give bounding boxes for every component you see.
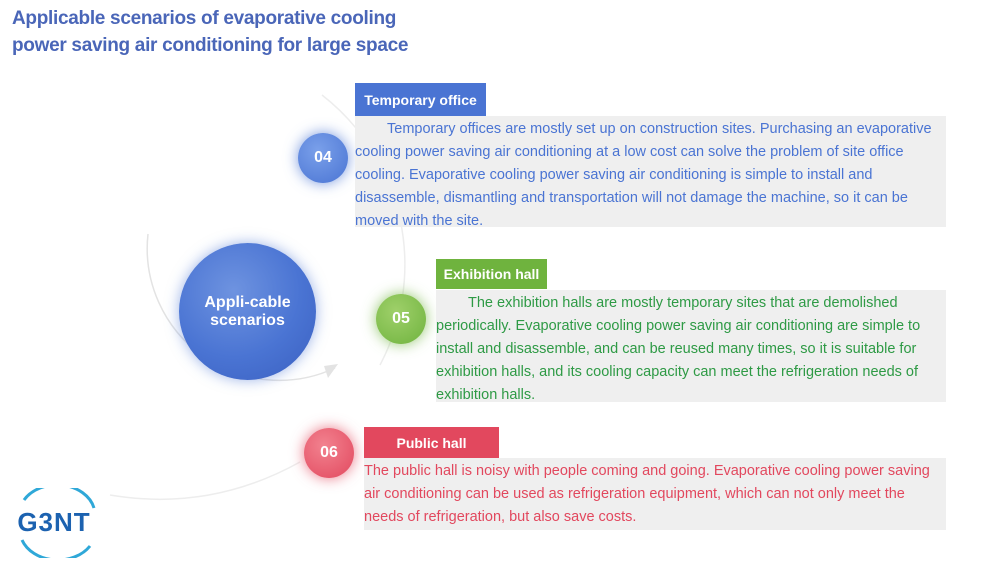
page-title: Applicable scenarios of evaporative cooling power saving air conditioning for large space [12, 8, 409, 56]
label-exhibition-hall: Exhibition hall [436, 259, 547, 289]
center-circle [179, 243, 316, 380]
description-exhibition-hall: The exhibition halls are mostly temporary sites that are demolished periodically. Evaporative cooling power saving air conditioning are simple to install and disassemble, and can be reused many times, so it is suitable for exhibition halls, and its cooling capacity can meet the refrigeration needs of exhibition halls. [436, 290, 946, 402]
badge-04: 04 [298, 133, 348, 183]
logo [2, 488, 112, 558]
description-public-hall: The public hall is noisy with people coming and going. Evaporative cooling power saving air conditioning can be used as refrigeration equipment, which can not only meet the needs of refrigeration, but also save costs. [364, 458, 946, 530]
badge-06: 06 [304, 428, 354, 478]
center-label: Appli-cable scenarios [204, 293, 291, 329]
description-temporary-office: Temporary offices are mostly set up on construction sites. Purchasing an evaporative cooling power saving air conditioning at a low cost can solve the problem of site office cooling. Evaporative cooling power saving air conditioning is simple to install and disassemble, dismantling and transportation will not damage the machine, so it can be moved with the site. [355, 116, 946, 227]
label-public-hall: Public hall [364, 427, 499, 459]
logo-text: G3NT [17, 507, 91, 537]
label-temporary-office: Temporary office [355, 83, 486, 116]
badge-05: 05 [376, 294, 426, 344]
